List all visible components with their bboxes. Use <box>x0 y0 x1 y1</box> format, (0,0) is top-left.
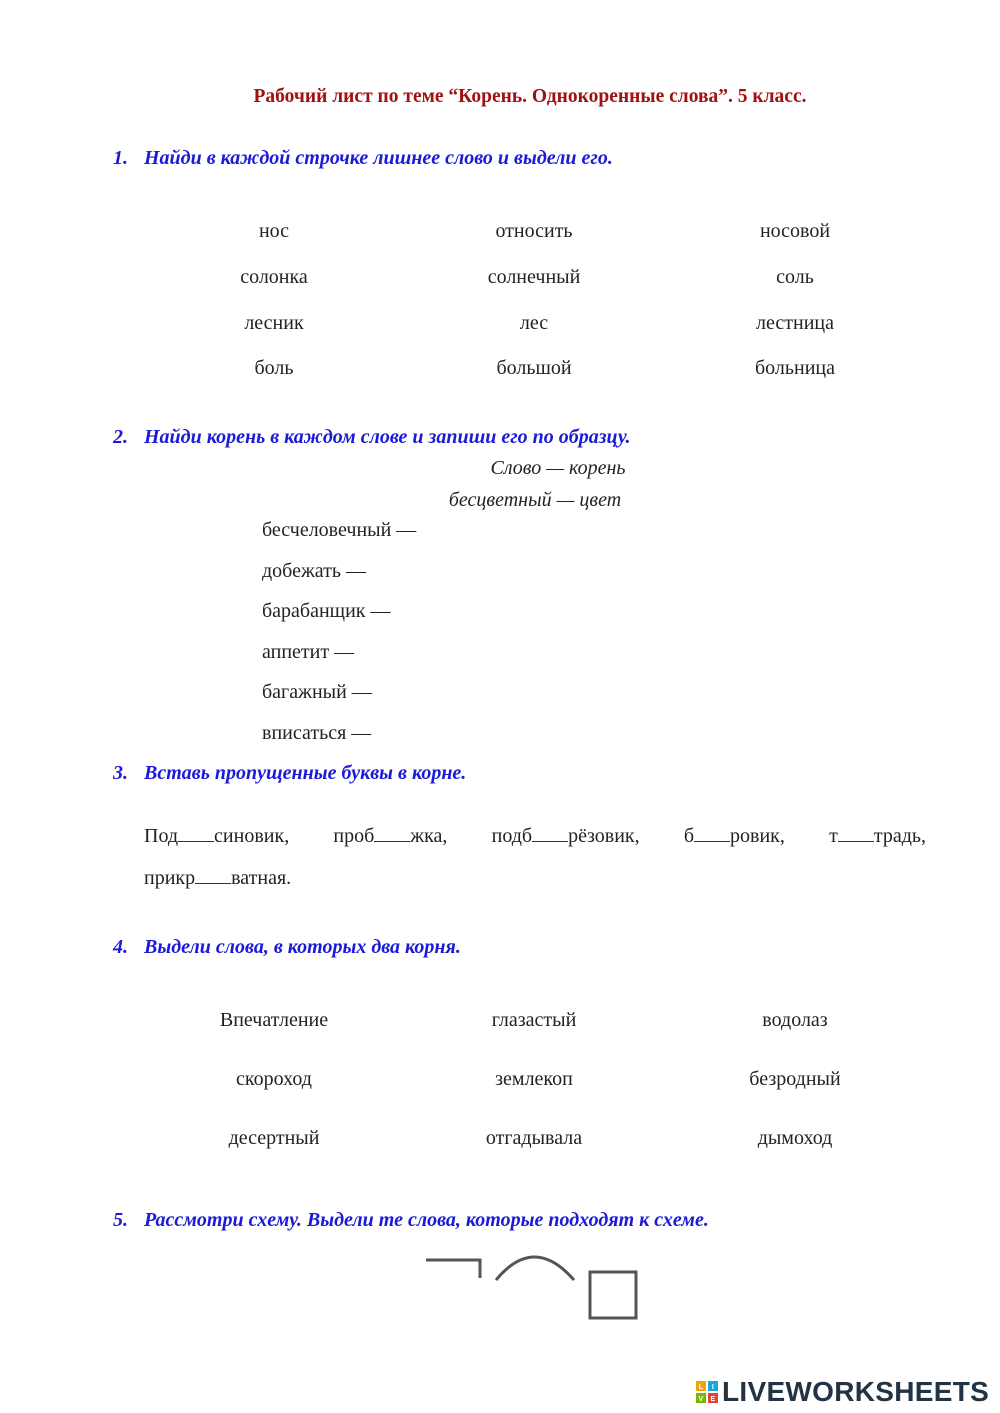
ending-mark <box>590 1272 636 1318</box>
word-structure-scheme <box>420 1248 650 1328</box>
word-option[interactable]: больница <box>755 357 835 379</box>
word-option[interactable]: землекоп <box>495 1068 573 1090</box>
sample-header: Слово — корень <box>490 457 626 479</box>
fill-word: подб рёзовик, <box>491 825 640 847</box>
word-option[interactable]: дымоход <box>757 1127 833 1149</box>
root-word: багажный — <box>262 681 372 703</box>
sample-example: бесцветный — цвет <box>448 489 622 511</box>
fill-in-line-1 <box>144 815 926 857</box>
fill-word: прикр ватная. <box>144 867 292 889</box>
root-word: добежать — <box>262 560 367 582</box>
fill-in-line-2 <box>144 857 926 899</box>
word-option[interactable]: отгадывала <box>485 1127 583 1149</box>
word-option[interactable]: лес <box>519 312 549 334</box>
logo-mark-icon <box>696 1381 718 1403</box>
task-1-heading <box>113 147 613 170</box>
svg-text:I: I <box>711 1384 715 1391</box>
letter-gap[interactable] <box>374 825 410 842</box>
page-title: Рабочий лист по теме “Корень. Однокоренные слова”. 5 класс. <box>253 86 807 107</box>
task-text: Выдели слова, в которых два корня. <box>144 936 461 958</box>
root-mark <box>496 1257 574 1280</box>
letter-gap[interactable] <box>178 825 214 842</box>
letter-gap[interactable] <box>195 867 231 884</box>
fill-word: Под синовик, <box>144 825 290 847</box>
letter-gap[interactable] <box>694 825 730 842</box>
letter-gap[interactable] <box>532 825 568 842</box>
svg-text:L: L <box>698 1384 704 1391</box>
word-option[interactable]: соль <box>776 266 814 288</box>
word-option[interactable]: Впечатление <box>219 1009 329 1031</box>
task-text: Найди корень в каждом слове и запиши его по образцу. <box>144 426 631 448</box>
task-number: 5. <box>113 1209 128 1231</box>
fill-word: проб жка, <box>333 825 448 847</box>
word-option[interactable]: относить <box>495 220 573 242</box>
word-option[interactable]: водолаз <box>762 1009 828 1031</box>
logo-text: LIVEWORKSHEETS <box>722 1376 990 1407</box>
fill-word: б ровик, <box>683 825 785 847</box>
word-option[interactable]: безродный <box>749 1068 841 1090</box>
task-5-heading <box>113 1209 709 1232</box>
word-option[interactable]: боль <box>254 357 294 379</box>
prefix-mark <box>426 1260 480 1278</box>
task-text: Найди в каждой строчке лишнее слово и выдели его. <box>144 147 613 169</box>
word-option[interactable]: нос <box>258 220 290 242</box>
task-number: 2. <box>113 426 128 448</box>
task-number: 1. <box>113 147 128 169</box>
task-number: 4. <box>113 936 128 958</box>
task-text: Вставь пропущенные буквы в корне. <box>144 762 467 784</box>
root-word: бесчеловечный — <box>262 519 417 541</box>
word-option[interactable]: большой <box>496 357 572 379</box>
root-word: вписаться — <box>262 722 372 744</box>
liveworksheets-logo <box>696 1376 989 1408</box>
word-option[interactable]: скороход <box>236 1068 312 1090</box>
letter-gap[interactable] <box>838 825 874 842</box>
task-text: Рассмотри схему. Выдели те слова, которые подходят к схеме. <box>144 1209 709 1231</box>
word-option[interactable]: десертный <box>228 1127 320 1149</box>
word-option[interactable]: носовой <box>759 220 831 242</box>
word-option[interactable]: глазастый <box>491 1009 577 1031</box>
word-option[interactable]: солонка <box>240 266 308 288</box>
fill-word: т традь, <box>829 825 927 847</box>
root-word: барабанщик — <box>262 600 391 622</box>
word-option[interactable]: солнечный <box>487 266 581 288</box>
word-option[interactable]: лесник <box>244 312 304 334</box>
task-2-heading <box>113 426 631 449</box>
task-3-heading <box>113 762 466 785</box>
word-option[interactable]: лестница <box>756 312 834 334</box>
svg-text:E: E <box>710 1396 716 1403</box>
svg-text:V: V <box>698 1396 704 1403</box>
task-4-heading <box>113 936 461 959</box>
root-word: аппетит — <box>262 641 355 663</box>
task-number: 3. <box>113 762 128 784</box>
